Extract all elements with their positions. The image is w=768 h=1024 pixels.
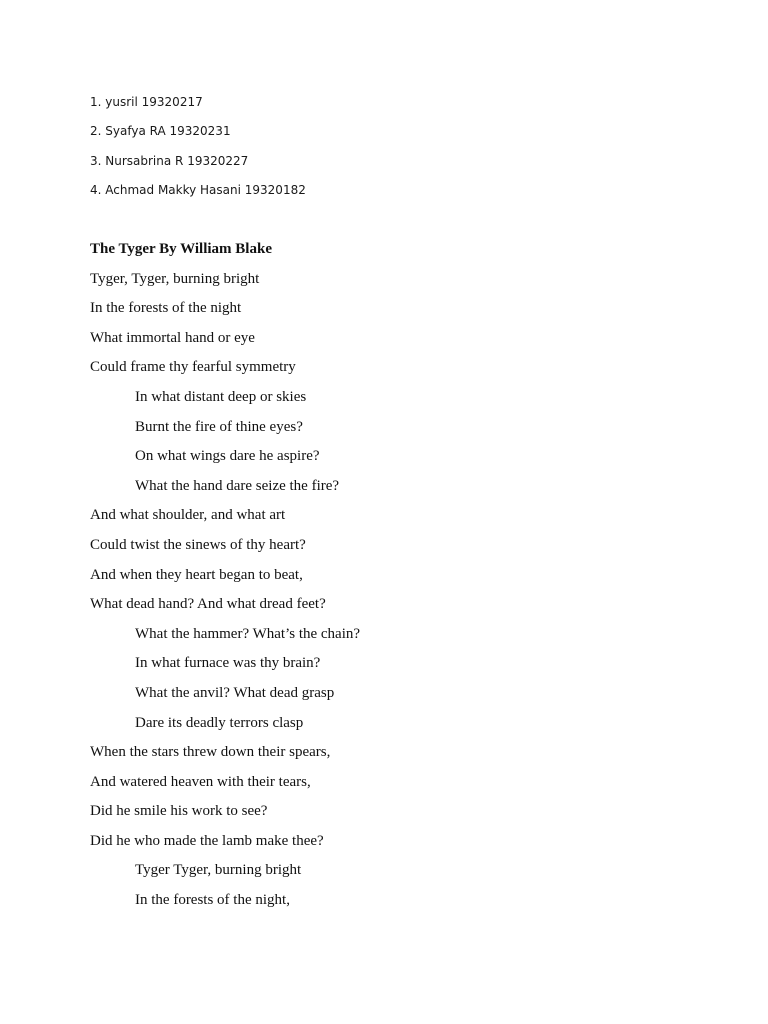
poem-line: On what wings dare he aspire?	[135, 448, 320, 465]
stanza	[90, 505, 728, 623]
group-member-list	[90, 94, 306, 211]
poem-line: Did he who made the lamb make thee?	[90, 832, 324, 849]
poem-line: Tyger, Tyger, burning bright	[90, 270, 260, 287]
poem-line: And watered heaven with their tears,	[90, 773, 311, 790]
poem-line: What dead hand? And what dread feet?	[90, 596, 326, 613]
group-member: 3. Nursabrina R 19320227	[90, 153, 249, 168]
poem-line: In what distant deep or skies	[135, 388, 307, 405]
group-member: 1. yusril 19320217	[90, 95, 203, 109]
poem-line: And when they heart began to beat,	[90, 566, 303, 583]
poem-line: When the stars threw down their spears,	[90, 744, 331, 761]
poem-line: What immortal hand or eye	[90, 329, 255, 346]
poem-line: Could twist the sinews of thy heart?	[90, 536, 306, 553]
stanza-indented	[90, 860, 728, 919]
poem-line: What the hand dare seize the fire?	[135, 477, 340, 494]
group-member: 2. Syafya RA 19320231	[90, 124, 231, 139]
stanza	[90, 269, 728, 387]
poem-line: And what shoulder, and what art	[90, 507, 286, 524]
poem-line: Burnt the fire of thine eyes?	[135, 418, 303, 435]
poem-line: In the forests of the night,	[135, 892, 290, 909]
poem-line: What the hammer? What’s the chain?	[135, 625, 361, 642]
poem-line: Dare its deadly terrors clasp	[135, 714, 304, 731]
poem-line: Could frame thy fearful symmetry	[90, 359, 296, 376]
poem-line: Tyger Tyger, burning bright	[135, 862, 302, 879]
stanza	[90, 742, 728, 860]
poem-title: The Tyger By William Blake	[90, 241, 272, 257]
poem-line: What the anvil? What dead grasp	[135, 684, 335, 701]
poem-line: Did he smile his work to see?	[90, 803, 268, 820]
stanza-indented	[90, 624, 728, 742]
poem-line: In the forests of the night	[90, 300, 242, 317]
poem	[90, 239, 728, 920]
group-member: 4. Achmad Makky Hasani 19320182	[90, 182, 306, 197]
poem-line: In what furnace was thy brain?	[135, 655, 321, 672]
stanza-indented	[90, 387, 728, 505]
